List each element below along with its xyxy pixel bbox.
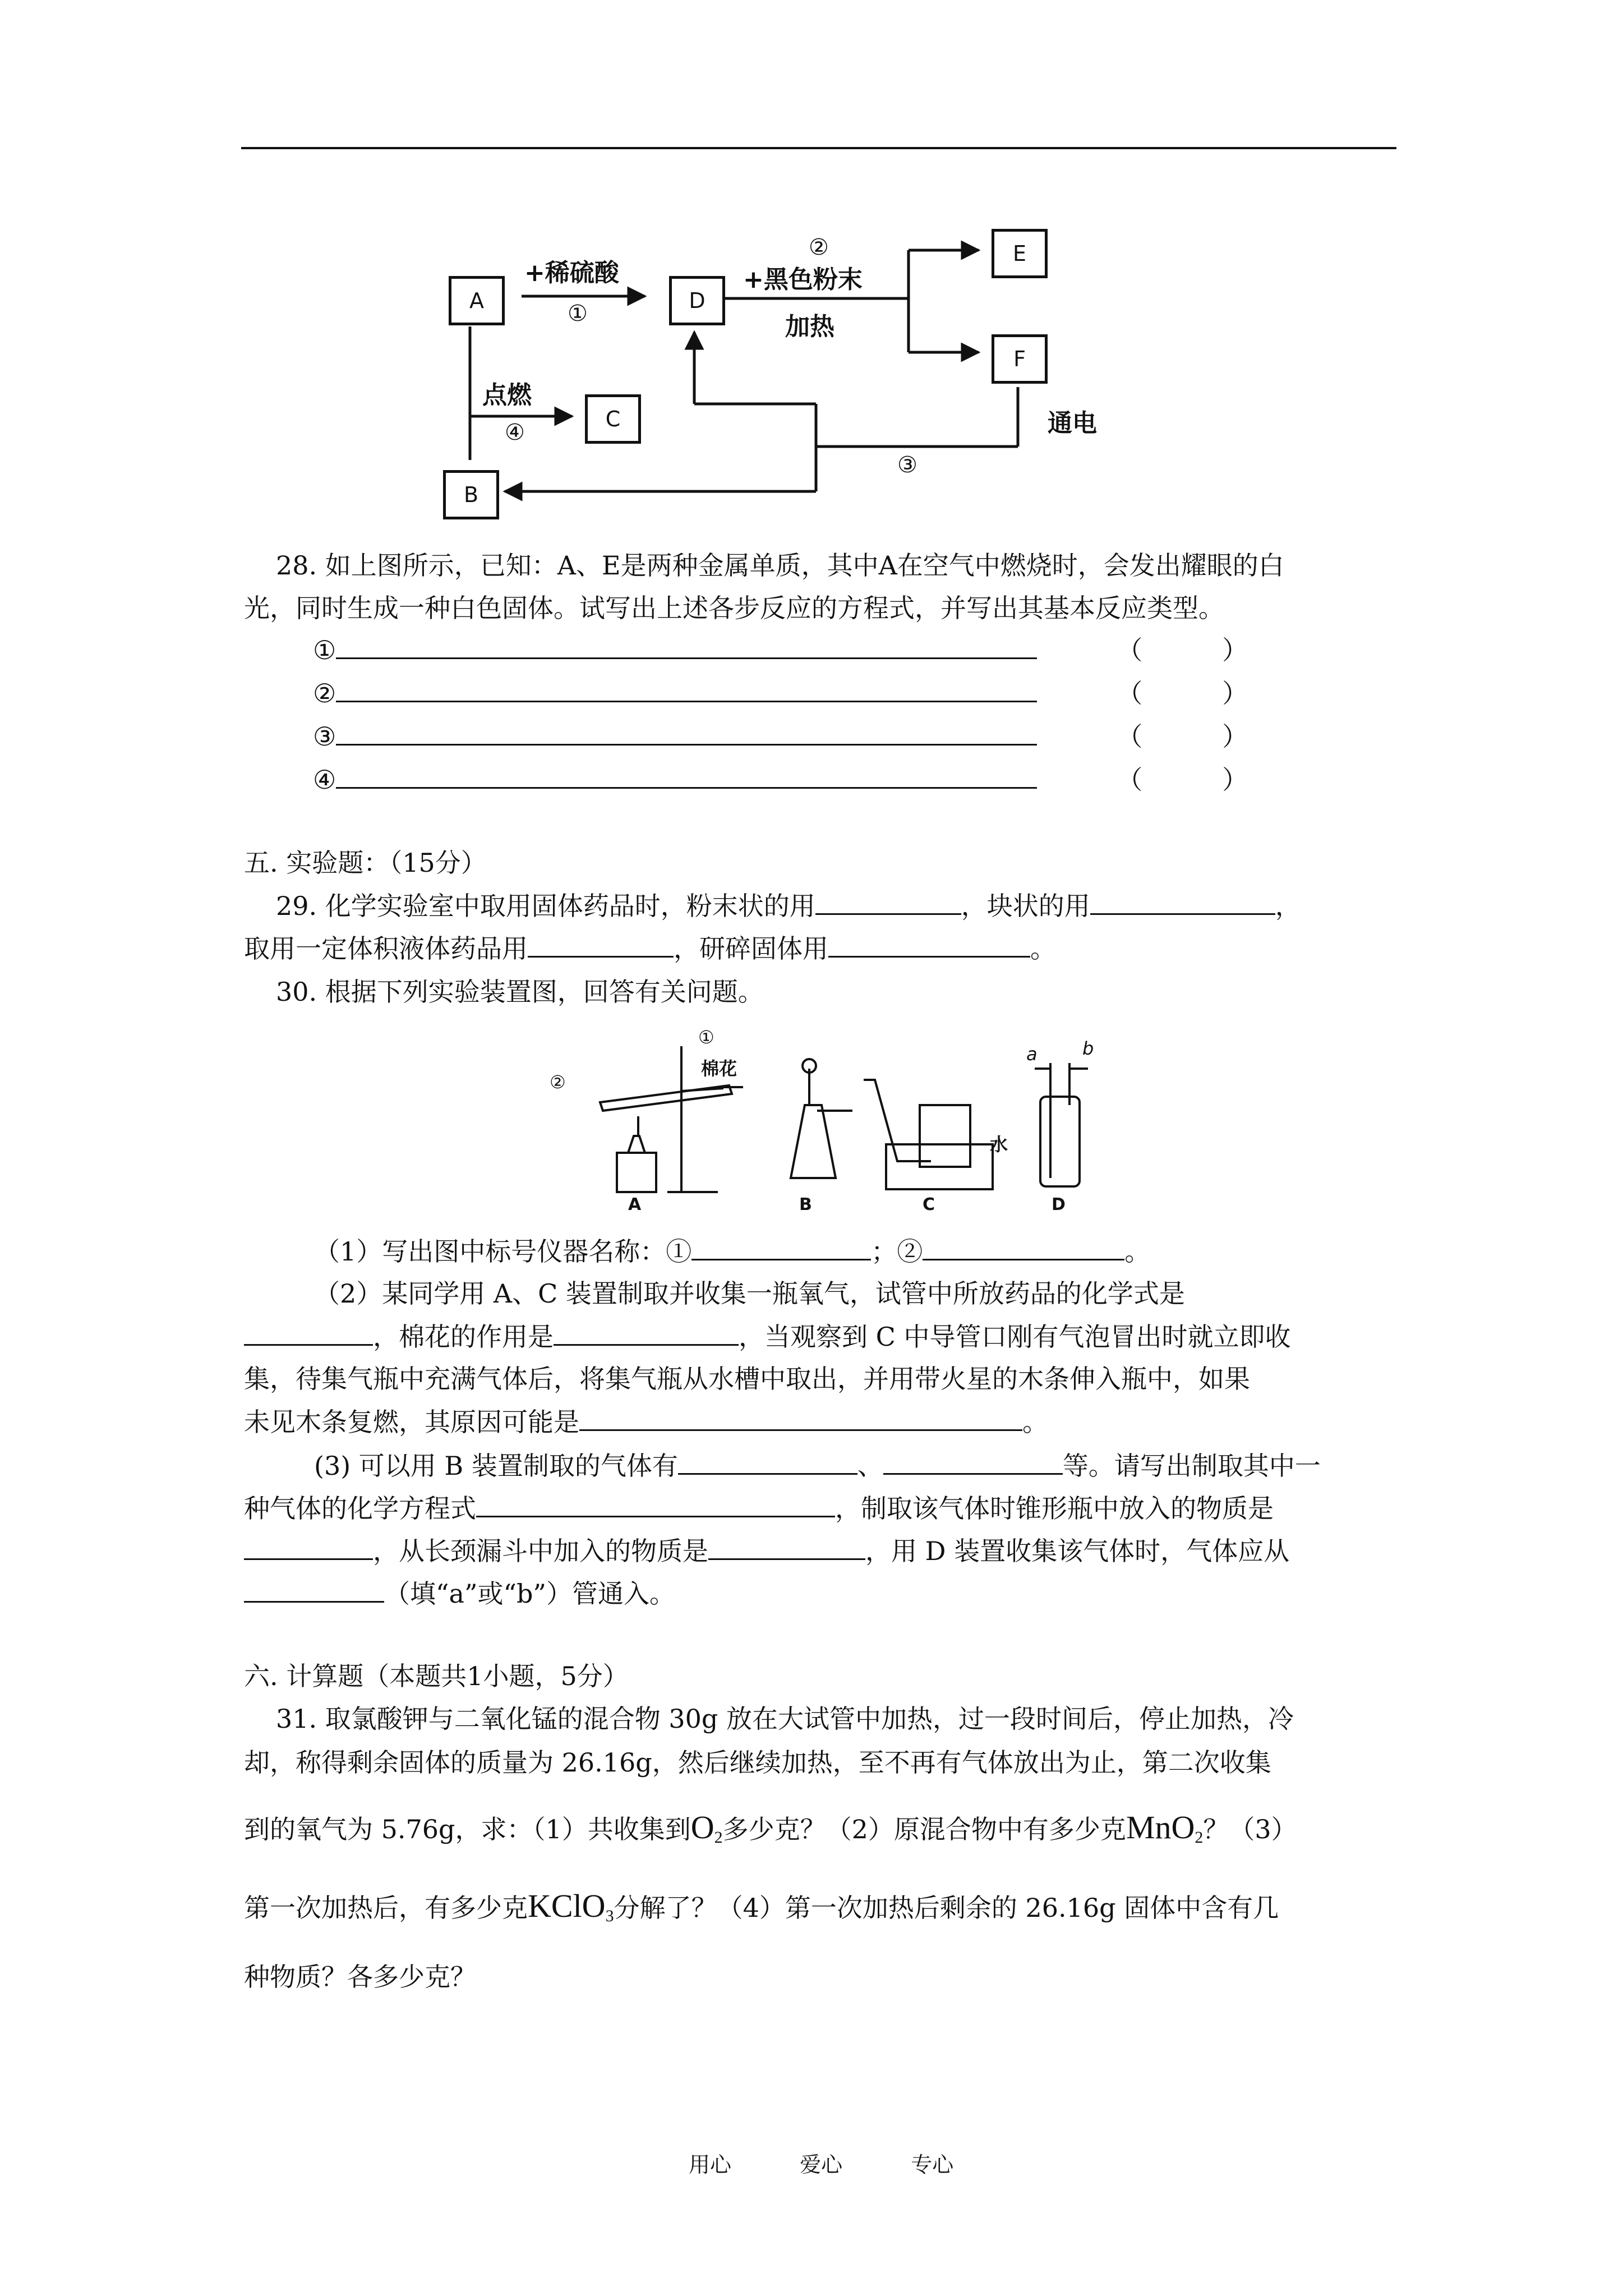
formula-kclo3-main: KClO <box>528 1888 606 1924</box>
q29-text-5: ，研碎固体用 <box>674 933 828 964</box>
q29-line-1 <box>276 889 1301 923</box>
q30-p3-text-f: ，从长颈漏斗中加入的物质是 <box>373 1536 708 1566</box>
apparatus-a-label: a <box>1026 1043 1038 1065</box>
label-step-4: ④ <box>505 420 525 445</box>
section-5-title: 五. 实验题：（15分） <box>244 848 487 878</box>
label-heating: 加热 <box>785 312 834 341</box>
footer-text-2: 爱心 <box>800 2152 843 2177</box>
formula-o2-subscript: 2 <box>714 1828 723 1847</box>
q30-blank-cotton-role[interactable] <box>554 1319 739 1346</box>
answer-blank-1[interactable] <box>336 633 1037 659</box>
label-electrolysis: 通电 <box>1048 409 1097 438</box>
q30-p1-text-c: 。 <box>1124 1236 1151 1267</box>
section-6-title: 六. 计算题（本题共1小题，5分） <box>244 1661 629 1691</box>
q31-line-4 <box>244 1889 1279 1933</box>
q29-line-2 <box>244 931 1056 965</box>
apparatus-water-label: 水 <box>990 1134 1008 1155</box>
q29-blank-grind[interactable] <box>828 931 1030 958</box>
q31-line-3 <box>244 1811 1297 1855</box>
answer-blank-3[interactable] <box>336 719 1037 746</box>
circled-number-4: ④ <box>313 765 336 795</box>
circled-number-3: ③ <box>313 721 336 752</box>
label-step-3: ③ <box>897 452 917 478</box>
q29-text-2: ，块状的用 <box>961 891 1090 921</box>
paren-open: （ <box>1117 635 1143 665</box>
box-b: B <box>443 470 499 519</box>
caption-a: A <box>628 1195 642 1214</box>
q30-blank-tube-choice[interactable] <box>244 1576 384 1603</box>
q30-p2-text-e: 未见木条复燃，其原因可能是 <box>244 1407 579 1437</box>
box-a: A <box>449 276 505 325</box>
formula-mno2-subscript: 2 <box>1195 1828 1204 1847</box>
q30-blank-gas-2[interactable] <box>883 1448 1063 1475</box>
q30-blank-drug-formula[interactable] <box>244 1319 373 1346</box>
q28-line-2: 光，同时生成一种白色固体。试写出上述各步反应的方程式，并写出其基本反应类型。 <box>244 593 1224 623</box>
footer-text-1: 用心 <box>689 2152 732 2177</box>
q28-line-1: 28. 如上图所示，已知：A、E是两种金属单质，其中A在空气中燃烧时，会发出耀眼的白 <box>276 550 1284 581</box>
caption-b: B <box>799 1195 812 1214</box>
q31-line-2: 却，称得剩余固体的质量为 26.16g，然后继续加热，至不再有气体放出为止，第二次收集 <box>244 1747 1271 1778</box>
q31-text-3c: ？（3） <box>1203 1814 1297 1844</box>
q30-blank-instrument-2[interactable] <box>923 1234 1124 1260</box>
q30-p3-text-g: ，用 D 装置收集该气体时，气体应从 <box>865 1536 1290 1566</box>
paren-open: （ <box>1117 678 1143 708</box>
reaction-diagram <box>0 0 1623 539</box>
paren-close: ） <box>1222 678 1248 708</box>
label-ignite: 点燃 <box>482 381 532 409</box>
q30-blank-instrument-1[interactable] <box>691 1234 871 1260</box>
q30-p3-text-d: 种气体的化学方程式 <box>244 1493 476 1524</box>
q30-blank-equation[interactable] <box>476 1491 835 1517</box>
formula-o2 <box>691 1809 723 1846</box>
q29-blank-powder[interactable] <box>815 889 961 915</box>
q31-text-4a: 第一次加热后，有多少克 <box>244 1893 528 1923</box>
apparatus-mark-2: ② <box>550 1071 566 1093</box>
q30-part-2-line-2 <box>244 1319 1290 1354</box>
formula-o2-main: O <box>690 1809 714 1846</box>
q29-text-1: 29. 化学实验室中取用固体药品时，粉末状的用 <box>276 891 815 921</box>
q30-blank-reason[interactable] <box>579 1405 1022 1431</box>
q30-p2-text-c: ，当观察到 C 中导管口刚有气泡冒出时就立即收 <box>739 1322 1291 1352</box>
q30-part-2-line-4 <box>244 1405 1048 1439</box>
q30-part-3-line-3 <box>244 1534 1289 1568</box>
paren-open: （ <box>1117 721 1143 752</box>
answer-blank-4[interactable] <box>336 762 1037 789</box>
q31-text-3b: 多少克？（2）原混合物中有多少克 <box>722 1814 1126 1844</box>
q28-answer-row-4 <box>313 762 1248 797</box>
formula-mno2 <box>1126 1809 1203 1846</box>
q30-part-2-line-1: （2）某同学用 A、C 装置制取并收集一瓶氧气，试管中所放药品的化学式是 <box>314 1278 1185 1309</box>
footer <box>689 2147 953 2178</box>
q30-blank-gas-1[interactable] <box>678 1448 857 1475</box>
q30-p3-text-e: ，制取该气体时锥形瓶中放入的物质是 <box>835 1493 1274 1524</box>
label-step-2: ② <box>809 234 829 260</box>
q30-part-3-line-1 <box>314 1448 1321 1483</box>
paren-close: ） <box>1222 721 1248 752</box>
q30-part-1 <box>314 1234 1150 1268</box>
q30-p2-text-f: 。 <box>1022 1407 1048 1437</box>
label-step-1: ① <box>568 301 588 326</box>
paren-close: ） <box>1222 635 1248 665</box>
apparatus-mark-1: ① <box>698 1027 714 1048</box>
q30-p3-text-c: 等。请写出制取其中一 <box>1062 1451 1321 1481</box>
label-black-powder: +黑色粉末 <box>743 265 863 294</box>
q28-answer-row-3 <box>313 719 1248 753</box>
q31-line-1: 31. 取氯酸钾与二氧化锰的混合物 30g 放在大试管中加热，过一段时间后，停止加热，冷 <box>276 1704 1294 1734</box>
footer-text-3: 专心 <box>911 2152 954 2177</box>
circled-number-2: ② <box>313 678 336 708</box>
formula-kclo3 <box>528 1888 614 1924</box>
q31-text-3a: 到的氧气为 5.76g，求：（1）共收集到 <box>244 1814 691 1844</box>
q31-text-4b: 分解了？（4）第一次加热后剩余的 26.16g 固体中含有几 <box>614 1893 1279 1923</box>
caption-c: C <box>923 1195 935 1214</box>
q30-p3-text-h: （填“a”或“b”）管通入。 <box>384 1579 675 1609</box>
paren-close: ） <box>1222 765 1248 795</box>
q30-p1-text-b: ；② <box>871 1236 923 1267</box>
q30-part-3-line-2 <box>244 1491 1274 1525</box>
label-dilute-sulfuric-acid: +稀硫酸 <box>524 259 619 287</box>
box-f: F <box>992 334 1048 384</box>
box-d: D <box>669 276 725 325</box>
apparatus-figure <box>550 1027 1122 1217</box>
formula-kclo3-subscript: 3 <box>605 1907 614 1925</box>
q30-part-3-line-4 <box>244 1576 675 1611</box>
box-e: E <box>992 229 1048 278</box>
q29-blank-liquid[interactable] <box>528 931 674 958</box>
answer-blank-2[interactable] <box>336 676 1037 702</box>
q30-part-2-line-3: 集，待集气瓶中充满气体后，将集气瓶从水槽中取出，并用带火星的木条伸入瓶中，如果 <box>244 1364 1250 1394</box>
q29-blank-lump[interactable] <box>1090 889 1275 915</box>
apparatus-cotton-label: 棉花 <box>701 1058 737 1079</box>
formula-mno2-main: MnO <box>1126 1809 1195 1846</box>
q30-p2-text-b: ，棉花的作用是 <box>373 1322 554 1352</box>
q30-p3-text-a: (3) 可以用 B 装置制取的气体有 <box>314 1451 678 1481</box>
q31-line-5: 种物质？各多少克？ <box>244 1962 476 1992</box>
q30-blank-funnel-substance[interactable] <box>708 1534 865 1560</box>
q30-blank-flask-substance[interactable] <box>244 1534 373 1560</box>
caption-d: D <box>1052 1195 1066 1214</box>
q29-text-3: ， <box>1275 891 1301 921</box>
q28-answer-row-2 <box>313 676 1248 710</box>
q29-text-4: 取用一定体积液体药品用 <box>244 933 528 964</box>
q30-p3-text-b: 、 <box>857 1451 883 1481</box>
q28-answer-row-1 <box>313 633 1248 667</box>
paren-open: （ <box>1117 765 1143 795</box>
q30-p1-text-a: （1）写出图中标号仪器名称：① <box>314 1236 692 1267</box>
circled-number-1: ① <box>313 635 336 665</box>
apparatus-b-label: b <box>1082 1038 1094 1059</box>
q30-intro: 30. 根据下列实验装置图，回答有关问题。 <box>276 977 764 1007</box>
box-c: C <box>585 394 641 444</box>
q29-text-6: 。 <box>1030 933 1056 964</box>
